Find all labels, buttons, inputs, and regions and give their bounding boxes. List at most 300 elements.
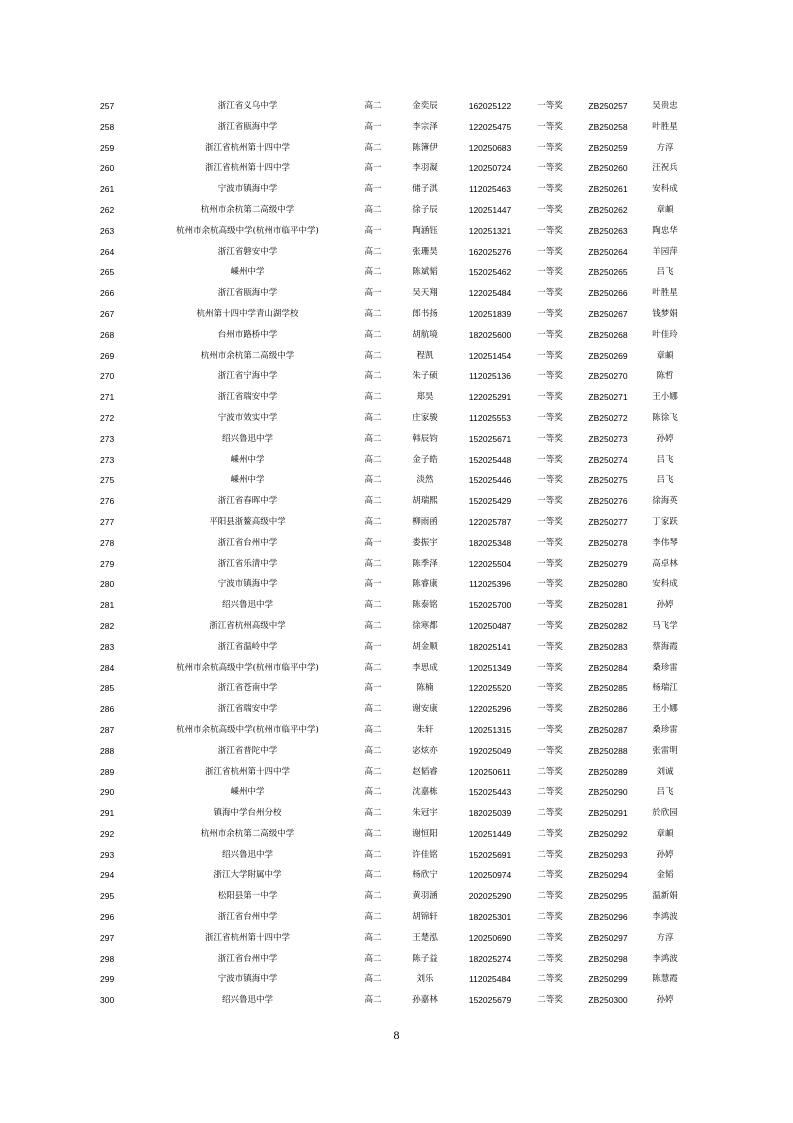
table-row (100, 408, 700, 429)
table-row (100, 907, 700, 928)
grade: 高二 (364, 371, 382, 382)
row-number: 267 (100, 308, 115, 319)
student-name: 胡金顺 (412, 641, 438, 652)
certificate-number: ZB250285 (588, 683, 628, 694)
table-row (100, 803, 700, 824)
school-name: 浙江省杭州第十四中学 (204, 766, 290, 777)
table-row (100, 96, 700, 117)
school-name: 浙江省瑞安中学 (217, 392, 278, 403)
grade: 高二 (364, 891, 382, 902)
award-level: 一等奖 (537, 412, 563, 423)
student-name: 王楚泓 (412, 932, 438, 943)
table-row (100, 990, 700, 1011)
school-name: 杭州市余杭第二高级中学 (200, 204, 295, 215)
student-id: 152025671 (468, 433, 512, 444)
row-number: 270 (100, 371, 115, 382)
certificate-number: ZB250294 (588, 870, 628, 881)
award-level: 一等奖 (537, 288, 563, 299)
certificate-number: ZB250262 (588, 204, 628, 215)
school-name: 浙江省台州中学 (217, 912, 278, 923)
grade: 高二 (364, 433, 382, 444)
student-name: 李宗泽 (412, 121, 438, 132)
table-row (100, 429, 700, 450)
student-name: 李羽凝 (412, 163, 438, 174)
certificate-number: ZB250286 (588, 704, 628, 715)
table-row (100, 574, 700, 595)
table-row (100, 845, 700, 866)
grade: 高一 (364, 537, 382, 548)
table-row (100, 720, 700, 741)
award-level: 一等奖 (537, 371, 563, 382)
school-name: 宁波市效实中学 (217, 412, 278, 423)
student-name: 娄振宇 (412, 537, 438, 548)
student-id: 152025443 (468, 787, 512, 798)
school-name: 嵊州中学 (230, 267, 265, 278)
certificate-number: ZB250280 (588, 579, 628, 590)
school-name: 杭州市余杭高级中学(杭州市临平中学) (176, 724, 319, 735)
grade: 高二 (364, 350, 382, 361)
teacher-name: 陈徐飞 (652, 412, 678, 423)
teacher-name: 叶胜星 (652, 288, 678, 299)
certificate-number: ZB250269 (588, 350, 628, 361)
grade: 高一 (364, 683, 382, 694)
grade: 高一 (364, 184, 382, 195)
student-name: 陈泰铭 (412, 600, 438, 611)
row-number: 259 (100, 142, 115, 153)
table-row (100, 886, 700, 907)
certificate-number: ZB250284 (588, 662, 628, 673)
row-number: 257 (100, 101, 115, 111)
student-id: 122025296 (468, 704, 512, 715)
school-name: 浙江省瓯海中学 (217, 288, 278, 299)
award-level: 二等奖 (537, 870, 563, 881)
certificate-number: ZB250283 (588, 641, 628, 652)
grade: 高二 (364, 412, 382, 423)
award-level: 二等奖 (537, 828, 563, 839)
grade: 高二 (364, 662, 382, 673)
school-name: 宁波市镇海中学 (217, 184, 278, 195)
school-name: 杭州第十四中学青山湖学校 (196, 308, 299, 319)
teacher-name: 安科成 (652, 579, 678, 590)
certificate-number: ZB250288 (588, 745, 628, 756)
student-name: 郑昊 (416, 392, 434, 403)
student-name: 郎书扬 (412, 308, 438, 319)
row-number: 260 (100, 163, 115, 174)
grade: 高二 (364, 392, 382, 403)
row-number: 284 (100, 662, 115, 673)
school-name: 宁波市镇海中学 (217, 579, 278, 590)
award-level: 一等奖 (537, 142, 563, 153)
grade: 高二 (364, 704, 382, 715)
table-row (100, 824, 700, 845)
teacher-name: 於欣园 (652, 808, 678, 819)
student-name: 朱子硕 (412, 371, 438, 382)
student-id: 122025484 (468, 288, 512, 299)
school-name: 台州市路桥中学 (217, 329, 278, 340)
row-number: 288 (100, 745, 115, 756)
table-row (100, 782, 700, 803)
grade: 高二 (364, 828, 382, 839)
student-name: 赵韬睿 (412, 766, 438, 777)
student-id: 120251447 (468, 204, 512, 215)
grade: 高二 (364, 600, 382, 611)
school-name: 浙江省乐清中学 (217, 558, 278, 569)
student-id: 122025291 (468, 392, 512, 403)
award-level: 一等奖 (537, 724, 563, 735)
teacher-name: 李伟琴 (652, 537, 678, 548)
award-level: 二等奖 (537, 995, 563, 1006)
teacher-name: 蔡海霞 (652, 641, 678, 652)
teacher-name: 汪祝兵 (652, 163, 678, 174)
table-row (100, 699, 700, 720)
award-level: 一等奖 (537, 184, 563, 195)
grade: 高二 (364, 808, 382, 819)
row-number: 296 (100, 912, 115, 923)
certificate-number: ZB250265 (588, 267, 628, 278)
school-name: 松阳县第一中学 (217, 891, 278, 902)
grade: 高二 (364, 787, 382, 798)
row-number: 266 (100, 288, 115, 299)
certificate-number: ZB250300 (588, 995, 628, 1006)
grade: 高二 (364, 308, 382, 319)
school-name: 浙江省宁海中学 (217, 371, 278, 382)
teacher-name: 叶佳玲 (652, 329, 678, 340)
teacher-name: 金韬 (656, 870, 674, 881)
grade: 高一 (364, 641, 382, 652)
school-name: 杭州市余杭高级中学(杭州市临平中学) (176, 662, 319, 673)
student-id: 182025039 (468, 808, 512, 819)
student-id: 152025462 (468, 267, 512, 278)
certificate-number: ZB250270 (588, 371, 628, 382)
award-level: 一等奖 (537, 204, 563, 215)
certificate-number: ZB250258 (588, 121, 628, 132)
teacher-name: 孙婷 (656, 849, 674, 860)
row-number: 275 (100, 475, 115, 486)
table-row (100, 179, 700, 200)
table-row (100, 117, 700, 138)
school-name: 浙江省磐安中学 (217, 246, 278, 257)
table-row (100, 346, 700, 367)
student-name: 杨欣宁 (412, 870, 438, 881)
grade: 高一 (364, 163, 382, 174)
table-row (100, 741, 700, 762)
certificate-number: ZB250277 (588, 516, 628, 527)
award-level: 一等奖 (537, 641, 563, 652)
row-number: 273 (100, 433, 115, 444)
student-id: 112025553 (469, 412, 511, 423)
school-name: 嵊州中学 (230, 475, 265, 486)
teacher-name: 王小娜 (652, 704, 678, 715)
student-id: 202025290 (468, 891, 512, 902)
student-id: 120251454 (468, 350, 512, 361)
student-id: 122025520 (468, 683, 512, 694)
school-name: 杭州市余杭第二高级中学 (200, 828, 295, 839)
student-id: 122025504 (468, 558, 512, 569)
student-id: 120250487 (468, 620, 512, 631)
row-number: 299 (100, 974, 115, 985)
teacher-name: 刘诚 (656, 766, 674, 777)
grade: 高二 (364, 932, 382, 943)
grade: 高二 (364, 496, 382, 507)
table-row (100, 283, 700, 304)
grade: 高二 (364, 912, 382, 923)
certificate-number: ZB250279 (588, 558, 628, 569)
school-name: 浙江省义乌中学 (217, 101, 278, 111)
row-number: 268 (100, 329, 115, 340)
student-id: 120250690 (468, 932, 512, 943)
table-row (100, 865, 700, 886)
student-name: 韩辰钧 (412, 433, 438, 444)
award-level: 二等奖 (537, 766, 563, 777)
row-number: 264 (100, 246, 115, 257)
student-id: 122025475 (468, 121, 512, 132)
grade: 高二 (364, 142, 382, 153)
award-level: 一等奖 (537, 329, 563, 340)
table-row (100, 533, 700, 554)
table-row (100, 969, 700, 990)
certificate-number: ZB250266 (588, 288, 628, 299)
student-id: 120251839 (468, 308, 512, 319)
school-name: 浙江省瓯海中学 (217, 121, 278, 132)
row-number: 287 (100, 724, 115, 735)
teacher-name: 王小娜 (652, 392, 678, 403)
table-row (100, 200, 700, 221)
student-id: 182025141 (468, 641, 512, 652)
table-row (100, 949, 700, 970)
award-level: 一等奖 (537, 121, 563, 132)
school-name: 绍兴鲁迅中学 (221, 600, 273, 611)
student-name: 沈嘉栋 (412, 787, 438, 798)
teacher-name: 高卓林 (652, 558, 678, 569)
student-id: 112025396 (469, 579, 511, 590)
certificate-number: ZB250267 (588, 308, 628, 319)
table-row (100, 470, 700, 491)
grade: 高二 (364, 204, 382, 215)
student-id: 120251315 (468, 724, 512, 735)
certificate-number: ZB250287 (588, 724, 628, 735)
school-name: 浙江省杭州高级中学 (209, 620, 286, 631)
row-number: 291 (100, 808, 115, 819)
certificate-number: ZB250259 (588, 142, 628, 153)
teacher-name: 孙婷 (656, 433, 674, 444)
award-level: 一等奖 (537, 620, 563, 631)
student-name: 吴天翔 (412, 288, 438, 299)
row-number: 261 (100, 184, 115, 195)
grade: 高二 (364, 246, 382, 257)
student-id: 162025276 (468, 246, 512, 257)
student-name: 陈季泽 (412, 558, 438, 569)
award-level: 一等奖 (537, 662, 563, 673)
teacher-name: 吕飞 (656, 475, 674, 486)
award-level: 二等奖 (537, 808, 563, 819)
award-level: 一等奖 (537, 745, 563, 756)
student-id: 112025136 (469, 371, 511, 382)
row-number: 300 (100, 995, 115, 1006)
student-id: 120250974 (468, 870, 512, 881)
school-name: 杭州市余杭第二高级中学 (200, 350, 295, 361)
school-name: 绍兴鲁迅中学 (221, 849, 273, 860)
row-number: 280 (100, 579, 115, 590)
student-id: 112025484 (469, 974, 511, 985)
student-id: 152025446 (468, 475, 512, 486)
student-name: 淡然 (416, 475, 434, 486)
grade: 高二 (364, 329, 382, 340)
award-level: 二等奖 (537, 932, 563, 943)
award-level: 一等奖 (537, 308, 563, 319)
grade: 高二 (364, 870, 382, 881)
award-level: 二等奖 (537, 953, 563, 964)
award-level: 一等奖 (537, 350, 563, 361)
student-id: 192025049 (468, 745, 512, 756)
certificate-number: ZB250298 (588, 953, 628, 964)
teacher-name: 章頔 (656, 828, 674, 839)
student-name: 陈楠 (416, 683, 434, 694)
award-level: 一等奖 (537, 392, 563, 403)
certificate-number: ZB250295 (588, 891, 628, 902)
certificate-number: ZB250260 (588, 163, 628, 174)
row-number: 293 (100, 849, 115, 860)
table-row (100, 138, 700, 159)
grade: 高二 (364, 101, 382, 111)
student-id: 120250683 (468, 142, 512, 153)
teacher-name: 章頔 (656, 204, 674, 215)
student-name: 陈斌韬 (412, 267, 438, 278)
student-name: 庄家骏 (412, 412, 438, 423)
award-level: 二等奖 (537, 787, 563, 798)
student-name: 孙嘉林 (412, 995, 438, 1006)
school-name: 浙江省春晖中学 (217, 496, 278, 507)
certificate-number: ZB250261 (588, 184, 628, 195)
row-number: 282 (100, 620, 115, 631)
certificate-number: ZB250264 (588, 246, 628, 257)
certificate-number: ZB250282 (588, 620, 628, 631)
student-name: 陈子益 (412, 953, 438, 964)
student-id: 182025348 (468, 537, 512, 548)
student-name: 陶涵钰 (412, 225, 438, 236)
student-id: 120251321 (468, 225, 512, 236)
student-id: 182025274 (468, 953, 512, 964)
student-id: 120251449 (468, 828, 512, 839)
student-name: 金子皓 (412, 454, 438, 465)
grade: 高二 (364, 995, 382, 1006)
grade: 高二 (364, 620, 382, 631)
school-name: 浙江省杭州第十四中学 (204, 932, 290, 943)
certificate-number: ZB250291 (588, 808, 628, 819)
award-level: 一等奖 (537, 704, 563, 715)
teacher-name: 安科成 (652, 184, 678, 195)
row-number: 271 (100, 392, 115, 403)
student-name: 张珊昊 (412, 246, 438, 257)
teacher-name: 张雷明 (652, 745, 678, 756)
table-row (100, 554, 700, 575)
student-name: 程凯 (416, 350, 434, 361)
certificate-number: ZB250281 (588, 600, 628, 611)
row-number: 279 (100, 558, 115, 569)
teacher-name: 丁家跃 (652, 516, 678, 527)
row-number: 295 (100, 891, 115, 902)
student-name: 柳雨函 (412, 516, 438, 527)
grade: 高二 (364, 724, 382, 735)
table-row (100, 366, 700, 387)
school-name: 浙江省杭州第十四中学 (204, 142, 290, 153)
table-row (100, 637, 700, 658)
school-name: 镇海中学台州分校 (213, 808, 282, 819)
certificate-number: ZB250278 (588, 537, 628, 548)
student-name: 李思成 (412, 662, 438, 673)
school-name: 浙江省苍南中学 (217, 683, 278, 694)
teacher-name: 吕飞 (656, 267, 674, 278)
certificate-number: ZB250272 (588, 412, 628, 423)
school-name: 绍兴鲁迅中学 (221, 995, 273, 1006)
row-number: 278 (100, 537, 115, 548)
certificate-number: ZB250290 (588, 787, 628, 798)
certificate-number: ZB250273 (588, 433, 628, 444)
teacher-name: 桑珍雷 (652, 724, 678, 735)
school-name: 浙江省杭州第十四中学 (204, 163, 290, 174)
student-name: 许佳铭 (412, 849, 438, 860)
teacher-name: 陈慧霞 (652, 974, 678, 985)
certificate-number: ZB250275 (588, 475, 628, 486)
teacher-name: 陈哲 (656, 371, 674, 382)
certificate-number: ZB250274 (588, 454, 628, 465)
student-name: 储子淇 (412, 184, 438, 195)
student-id: 162025122 (468, 101, 512, 111)
table-row (100, 491, 700, 512)
award-level: 一等奖 (537, 475, 563, 486)
award-level: 一等奖 (537, 433, 563, 444)
school-name: 浙江省台州中学 (217, 953, 278, 964)
teacher-name: 叶胜星 (652, 121, 678, 132)
row-number: 277 (100, 516, 115, 527)
award-level: 一等奖 (537, 267, 563, 278)
table-row (100, 221, 700, 242)
student-name: 刘乐 (416, 974, 434, 985)
award-level: 一等奖 (537, 246, 563, 257)
school-name: 平阳县浙鳌高级中学 (209, 516, 286, 527)
student-id: 120250611 (469, 766, 511, 777)
teacher-name: 桑珍雷 (652, 662, 678, 673)
student-id: 152025429 (468, 496, 512, 507)
student-id: 120251349 (468, 662, 512, 673)
row-number: 292 (100, 828, 115, 839)
teacher-name: 方淳 (656, 932, 674, 943)
grade: 高二 (364, 475, 382, 486)
student-id: 120250724 (468, 163, 512, 174)
teacher-name: 孙婷 (656, 995, 674, 1006)
table-row (100, 595, 700, 616)
student-id: 152025679 (468, 995, 512, 1006)
student-name: 徐子辰 (412, 204, 438, 215)
row-number: 258 (100, 121, 115, 132)
award-level: 一等奖 (537, 163, 563, 174)
teacher-name: 马飞学 (652, 620, 678, 631)
student-name: 黄羽涵 (412, 891, 438, 902)
teacher-name: 羊园萍 (652, 246, 678, 257)
student-name: 谢恒阳 (412, 828, 438, 839)
certificate-number: ZB250299 (588, 974, 628, 985)
table-row (100, 658, 700, 679)
grade: 高二 (364, 766, 382, 777)
row-number: 269 (100, 350, 115, 361)
row-number: 290 (100, 787, 115, 798)
student-id: 152025691 (468, 849, 512, 860)
student-id: 152025700 (468, 600, 512, 611)
student-id: 182025600 (468, 329, 512, 340)
school-name: 宁波市镇海中学 (217, 974, 278, 985)
certificate-number: ZB250268 (588, 329, 628, 340)
award-level: 一等奖 (537, 558, 563, 569)
award-list-table (100, 96, 700, 1011)
